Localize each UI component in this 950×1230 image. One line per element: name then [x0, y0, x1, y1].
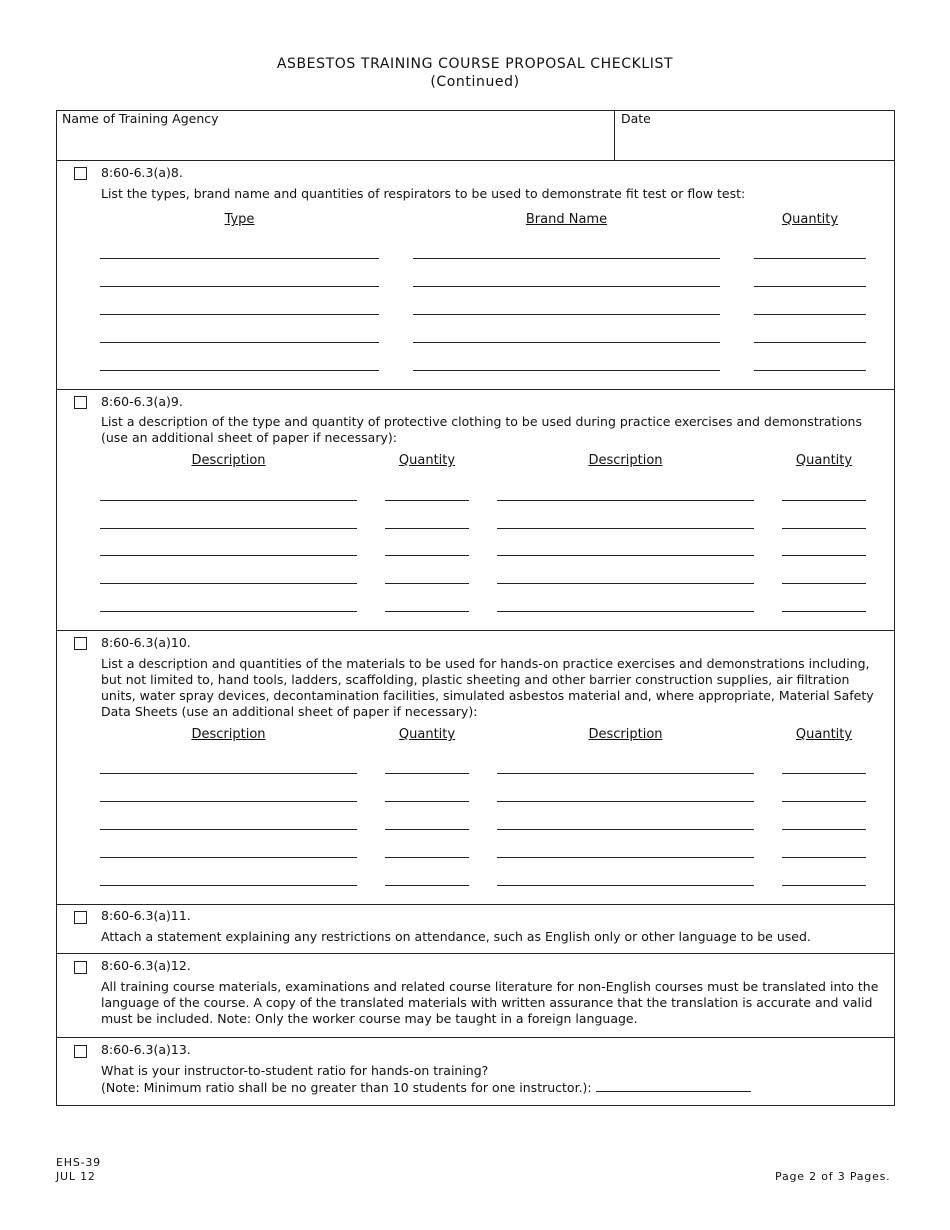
section-text-a13-line1: What is your instructor-to-student ratio for hands-on training?	[101, 1063, 489, 1078]
type-line[interactable]	[100, 370, 379, 371]
description-line[interactable]	[497, 555, 754, 556]
brand-line[interactable]	[413, 342, 720, 343]
divider-a12	[56, 953, 895, 954]
checkbox-a11[interactable]	[74, 911, 87, 924]
description-line[interactable]	[100, 801, 357, 802]
quantity-line[interactable]	[385, 500, 469, 501]
quantity-line[interactable]	[754, 286, 866, 287]
quantity-line[interactable]	[385, 583, 469, 584]
quantity-line[interactable]	[754, 370, 866, 371]
description-line[interactable]	[100, 611, 357, 612]
section-code-a13: 8:60-6.3(a)13.	[101, 1042, 191, 1057]
col-header-quantity: Quantity	[795, 453, 853, 468]
brand-line[interactable]	[413, 286, 720, 287]
quantity-line[interactable]	[754, 258, 866, 259]
page-number: Page 2 of 3 Pages.	[775, 1170, 891, 1183]
quantity-line[interactable]	[385, 528, 469, 529]
quantity-line[interactable]	[754, 314, 866, 315]
section-text-a11: Attach a statement explaining any restrictions on attendance, such as English only or other language to be used.	[101, 929, 811, 944]
quantity-line[interactable]	[782, 528, 866, 529]
box-bottom-border	[56, 1105, 895, 1106]
quantity-line[interactable]	[782, 801, 866, 802]
section-text-a10: List a description and quantities of the materials to be used for hands-on practice exercises and demonstrations including, but not limited to, hand tools, ladders, scaffolding, plastic sheeting and other barrier construction supplies, air filtration units, water spray devices, decontamination facilities, simulated asbestos material and, where appropriate, Material Safety Data Sheets (use an additional sheet of paper if necessary):	[101, 656, 874, 719]
form-id: EHS-39	[56, 1156, 101, 1169]
quantity-line[interactable]	[385, 611, 469, 612]
quantity-line[interactable]	[385, 857, 469, 858]
description-line[interactable]	[497, 500, 754, 501]
agency-field[interactable]	[58, 128, 612, 158]
col-header-description: Description	[588, 453, 663, 468]
quantity-line[interactable]	[385, 801, 469, 802]
divider-a13	[56, 1037, 895, 1038]
col-header-description: Description	[191, 453, 266, 468]
col-header-brand-name: Brand Name	[525, 212, 608, 227]
section-text-a12: All training course materials, examinations and related course literature for non-English courses must be translated into the language of the course. A copy of the translated materials with written assurance that the translation is accurate and valid must be included. Note: Only the worker course may be taught in a foreign language.	[101, 979, 879, 1026]
brand-line[interactable]	[413, 258, 720, 259]
description-line[interactable]	[497, 801, 754, 802]
divider-a11	[56, 904, 895, 905]
checkbox-a12[interactable]	[74, 961, 87, 974]
description-line[interactable]	[497, 885, 754, 886]
section-code-a8: 8:60-6.3(a)8.	[101, 165, 183, 180]
description-line[interactable]	[100, 555, 357, 556]
section-text-a13-line2: (Note: Minimum ratio shall be no greater than 10 students for one instructor.):	[101, 1080, 592, 1095]
quantity-line[interactable]	[782, 583, 866, 584]
col-header-quantity: Quantity	[781, 212, 839, 227]
quantity-line[interactable]	[782, 773, 866, 774]
type-line[interactable]	[100, 342, 379, 343]
date-field[interactable]	[616, 128, 892, 158]
description-line[interactable]	[100, 583, 357, 584]
description-line[interactable]	[497, 611, 754, 612]
divider-a10	[56, 630, 895, 631]
description-line[interactable]	[100, 528, 357, 529]
form-title: ASBESTOS TRAINING COURSE PROPOSAL CHECKLIST	[276, 56, 674, 72]
brand-line[interactable]	[413, 370, 720, 371]
type-line[interactable]	[100, 258, 379, 259]
description-line[interactable]	[100, 885, 357, 886]
col-header-quantity: Quantity	[398, 453, 456, 468]
checkbox-a9[interactable]	[74, 396, 87, 409]
date-label: Date	[621, 111, 651, 126]
section-code-a12: 8:60-6.3(a)12.	[101, 958, 191, 973]
section-text-a8: List the types, brand name and quantities of respirators to be used to demonstrate fit test or flow test:	[101, 186, 746, 201]
quantity-line[interactable]	[385, 555, 469, 556]
section-code-a10: 8:60-6.3(a)10.	[101, 635, 191, 650]
type-line[interactable]	[100, 314, 379, 315]
type-line[interactable]	[100, 286, 379, 287]
description-line[interactable]	[497, 857, 754, 858]
agency-label: Name of Training Agency	[62, 111, 219, 126]
col-header-quantity: Quantity	[795, 727, 853, 742]
section-text-a13-line2-wrap	[101, 1079, 883, 1096]
description-line[interactable]	[497, 583, 754, 584]
brand-line[interactable]	[413, 314, 720, 315]
section-code-a9: 8:60-6.3(a)9.	[101, 394, 183, 409]
col-header-quantity: Quantity	[398, 727, 456, 742]
agency-date-divider	[614, 110, 615, 160]
col-header-description: Description	[588, 727, 663, 742]
checkbox-a10[interactable]	[74, 637, 87, 650]
section-code-a11: 8:60-6.3(a)11.	[101, 908, 191, 923]
col-header-description: Description	[191, 727, 266, 742]
checkbox-a8[interactable]	[74, 167, 87, 180]
divider-a9	[56, 389, 895, 390]
quantity-line[interactable]	[782, 555, 866, 556]
ratio-input-line[interactable]	[596, 1079, 751, 1092]
box-left-border	[56, 110, 57, 1106]
quantity-line[interactable]	[782, 611, 866, 612]
description-line[interactable]	[100, 500, 357, 501]
description-line[interactable]	[497, 528, 754, 529]
form-date: JUL 12	[56, 1170, 96, 1183]
quantity-line[interactable]	[782, 857, 866, 858]
description-line[interactable]	[100, 773, 357, 774]
checkbox-a13[interactable]	[74, 1045, 87, 1058]
col-header-type: Type	[224, 212, 255, 227]
quantity-line[interactable]	[782, 885, 866, 886]
quantity-line[interactable]	[782, 829, 866, 830]
quantity-line[interactable]	[385, 773, 469, 774]
section-text-a9: List a description of the type and quantity of protective clothing to be used during practice exercises and demonstrations (use an additional sheet of paper if necessary):	[101, 414, 862, 445]
description-line[interactable]	[497, 829, 754, 830]
quantity-line[interactable]	[385, 885, 469, 886]
description-line[interactable]	[100, 857, 357, 858]
quantity-line[interactable]	[782, 500, 866, 501]
divider-a8	[56, 160, 895, 161]
box-right-border	[894, 110, 895, 1106]
description-line[interactable]	[497, 773, 754, 774]
description-line[interactable]	[100, 829, 357, 830]
quantity-line[interactable]	[385, 829, 469, 830]
quantity-line[interactable]	[754, 342, 866, 343]
form-subtitle: (Continued)	[430, 74, 520, 90]
